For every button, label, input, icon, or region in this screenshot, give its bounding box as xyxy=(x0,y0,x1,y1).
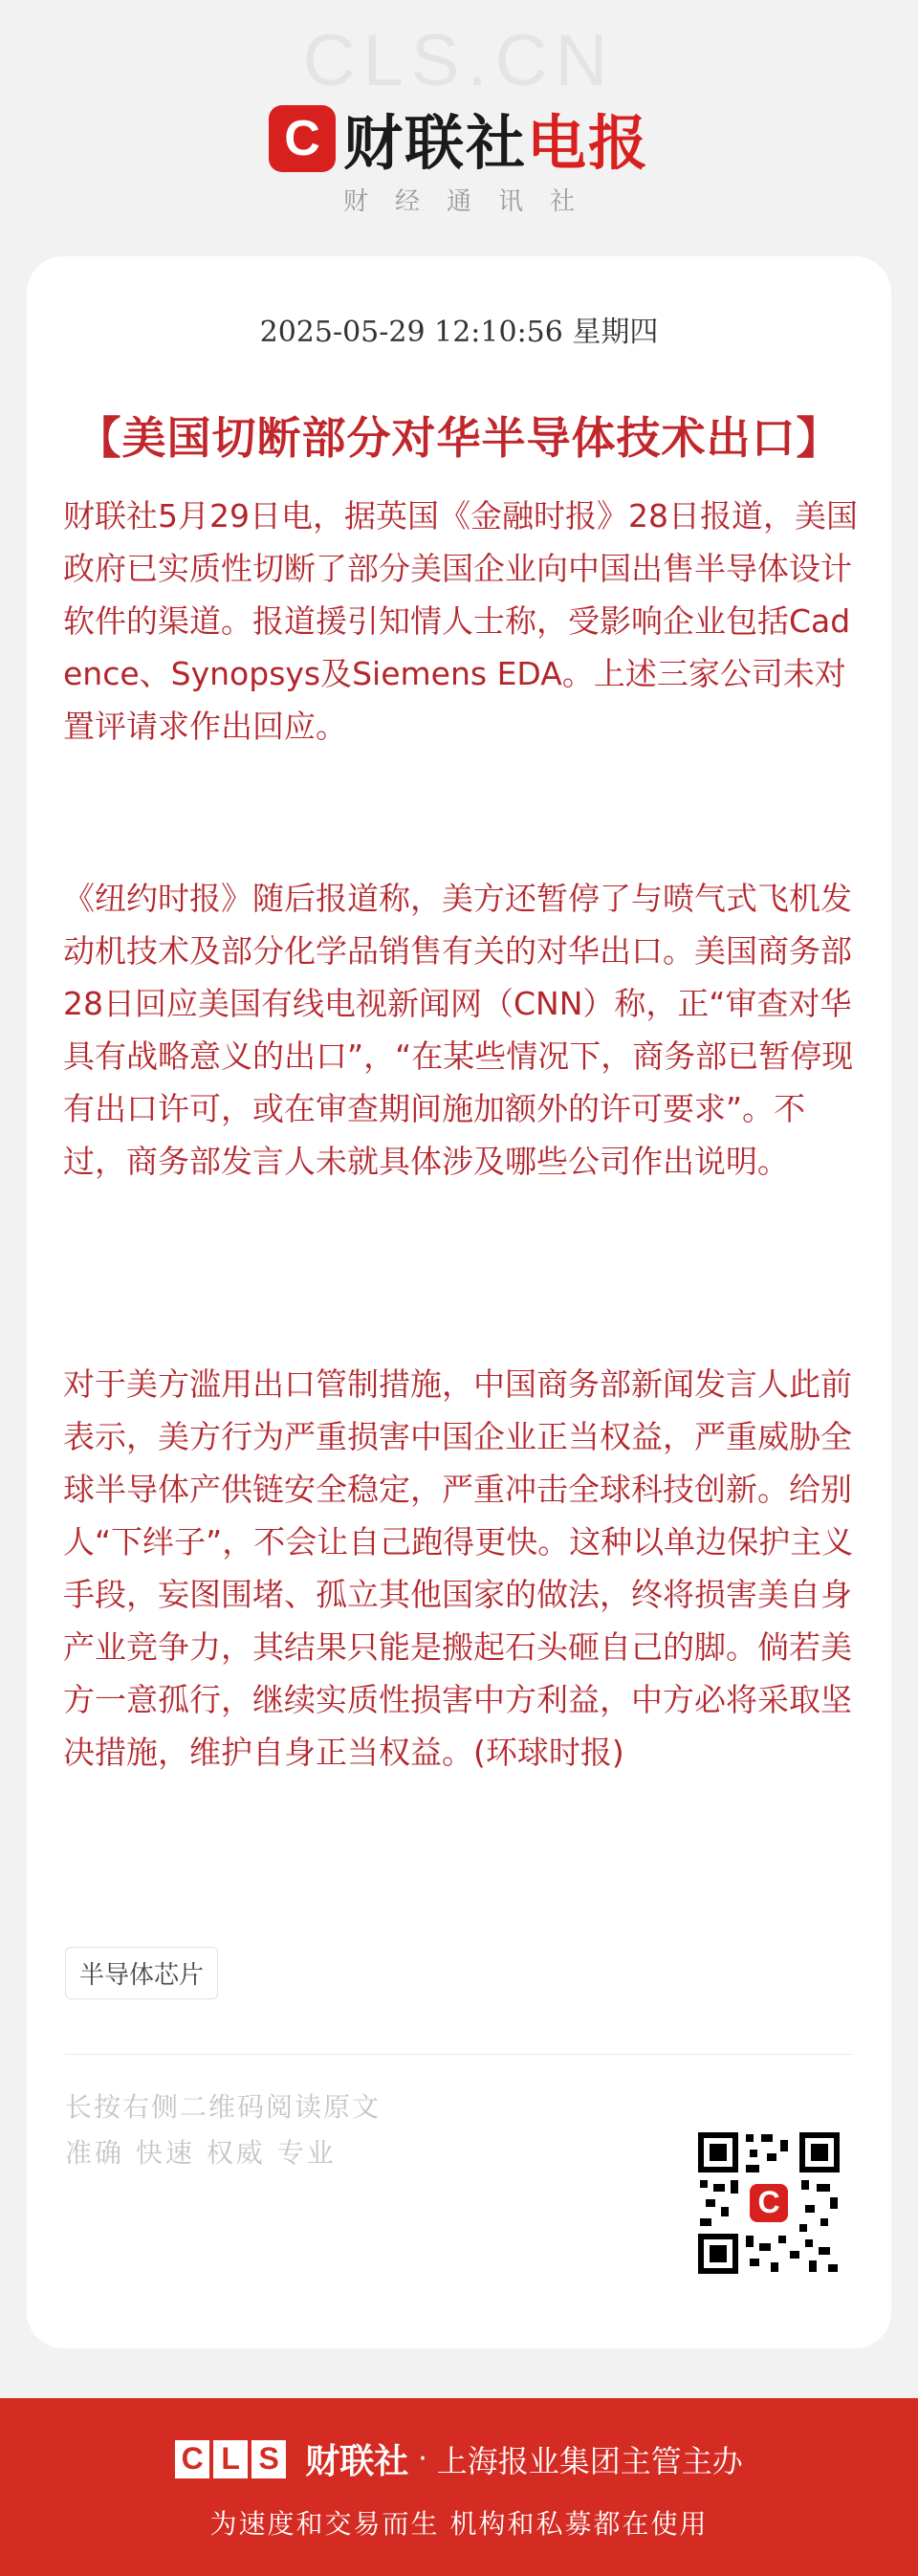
footer-brand-name: 财联社 xyxy=(305,2442,409,2481)
article-card xyxy=(27,256,891,2348)
brand-name-black: 财联社 xyxy=(342,108,527,178)
article-headline: 【美国切断部分对华半导体技术出口】 xyxy=(76,412,842,464)
footer-separator: · xyxy=(418,2442,427,2476)
footer-banner xyxy=(0,2398,918,2576)
cls-letter-logo xyxy=(175,2440,286,2478)
svg-text:C: C xyxy=(757,2185,780,2219)
watermark-text: CLS.CN xyxy=(302,20,616,101)
tagline: 财经通讯社 xyxy=(342,187,601,216)
footer-brand-row xyxy=(0,2434,918,2483)
cls-letter-s: S xyxy=(251,2440,286,2478)
brand-name xyxy=(343,96,649,181)
qr-hint-text: 长按右侧二维码阅读原文 xyxy=(65,2091,382,2123)
article-paragraph-3: 对于美方滥用出口管制措施，中国商务部新闻发言人此前表示，美方行为严重损害中国企业正当权益，严重威胁全球半导体产供链安全稳定，严重冲击全球科技创新。给别人“下绊子”，不会让自己跑得更快。这种以单边保护主义手段，妄图围堵、孤立其他国家的做法，终将损害美自身产业竞争力，其结果只能是搬起石头砸自己的脚。倘若美方一意孤行，继续实质性损害中方利益，中方必将采取坚决措施，维护自身正当权益。(环球时报) xyxy=(63,1365,854,1771)
divider xyxy=(65,2054,853,2055)
cls-letter-c: C xyxy=(175,2440,209,2478)
qr-code-icon[interactable] xyxy=(698,2132,840,2274)
cls-letter-l: L xyxy=(213,2440,248,2478)
cls-logo-icon: C xyxy=(269,105,336,172)
brand-name-red: 电报 xyxy=(527,108,650,178)
slogan-text: 准确 快速 权威 专业 xyxy=(65,2137,337,2169)
brand-header xyxy=(0,96,918,178)
article-paragraph-2: 《纽约时报》随后报道称，美方还暂停了与喷气式飞机发动机技术及部分化学品销售有关的对华出口。美国商务部28日回应美国有线电视新闻网（CNN）称，正“审查对华具有战略意义的出口”，“在某些情况下，商务部已暂停现有出口许可，或在审查期间施加额外的许可要求”。不过，商务部发言人未就具体涉及哪些公司作出说明。 xyxy=(63,880,854,1180)
article-paragraph-1: 财联社5月29日电，据英国《金融时报》28日报道，美国政府已实质性切断了部分美国企业向中国出售半导体设计软件的渠道。报道援引知情人士称，受影响企业包括Cadence、Synopsys及Siemens EDA。上述三家公司未对置评请求作出回应。 xyxy=(63,497,858,745)
topic-tag[interactable]: 半导体芯片 xyxy=(65,1947,218,1999)
footer-org: 上海报业集团主管主办 xyxy=(436,2442,743,2479)
footer-motto: 为速度和交易而生 机构和私募都在使用 xyxy=(209,2508,709,2540)
article-timestamp: 2025-05-29 12:10:56 星期四 xyxy=(259,316,659,349)
